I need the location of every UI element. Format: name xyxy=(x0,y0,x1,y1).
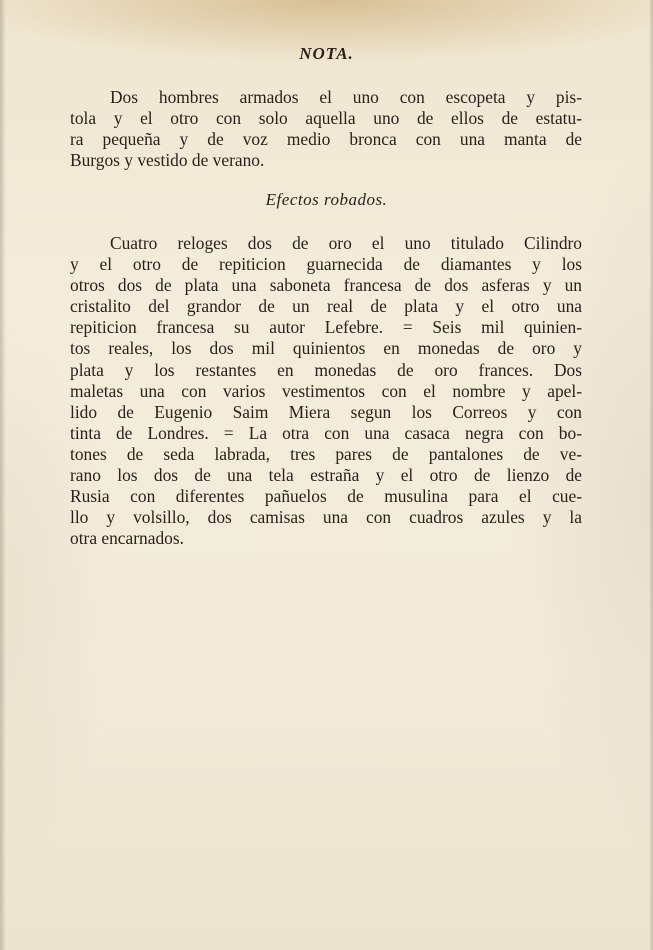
efectos-paragraph xyxy=(70,233,582,549)
text-line: otra encarnados. xyxy=(70,528,184,549)
text-line: ra pequeña y de voz medio bronca con una manta de xyxy=(70,129,582,150)
text-line: repiticion francesa su autor Lefebre. = Seis mil quinien- xyxy=(70,317,582,338)
text-line: otros dos de plata una saboneta francesa de dos asferas y un xyxy=(70,275,582,296)
text-line: cristalito del grandor de un real de plata y el otro una xyxy=(70,296,582,317)
text-line: tones de seda labrada, tres pares de pantalones de ve- xyxy=(70,443,582,464)
text-line: Rusia con diferentes pañuelos de musulina para el cue- xyxy=(70,486,582,507)
text-line: plata y los restantes en monedas de oro frances. Dos xyxy=(70,359,582,380)
text-line: tinta de Londres. = La otra con una casaca negra con bo- xyxy=(70,422,582,443)
efectos-heading: Efectos robados. xyxy=(265,190,388,209)
text-line: maletas una con varios vestimentos con el nombre y apel- xyxy=(70,380,582,401)
nota-heading: NOTA. xyxy=(299,44,354,63)
text-line: tos reales, los dos mil quinientos en monedas de oro y xyxy=(70,338,582,359)
text-line: lido de Eugenio Saim Miera segun los Correos y con xyxy=(70,401,582,422)
text-line: Dos hombres armados el uno con escopeta y pis- xyxy=(110,87,582,107)
text-line: Cuatro reloges dos de oro el uno titulado Cilindro xyxy=(110,233,582,253)
text-line: llo y volsillo, dos camisas una con cuadros azules y la xyxy=(70,507,582,528)
page-edge-right xyxy=(649,0,653,950)
page-edge-left xyxy=(0,0,6,950)
text-line: Burgos y vestido de verano. xyxy=(70,150,265,171)
text-line: y el otro de repiticion guarnecida de diamantes y los xyxy=(70,254,582,275)
text-line: rano los dos de una tela estraña y el otro de lienzo de xyxy=(70,465,582,486)
text-line: tola y el otro con solo aquella uno de ellos de estatu- xyxy=(70,108,582,129)
nota-paragraph xyxy=(70,87,582,171)
